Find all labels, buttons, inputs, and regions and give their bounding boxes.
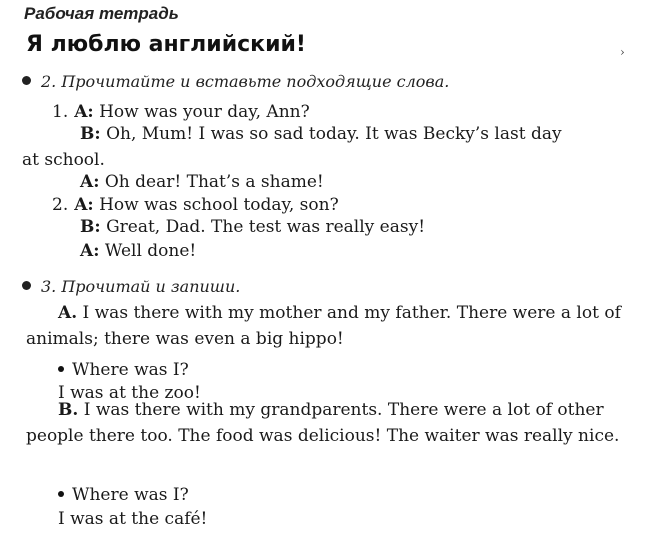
- page-title: Я люблю английский!: [26, 32, 306, 57]
- dialogue-1-line-b-cont: at school.: [22, 150, 105, 170]
- bullet-icon: [22, 281, 31, 290]
- exercise-3-instruction: 3. Прочитай и запиши.: [22, 277, 240, 296]
- part-b-paragraph: B. I was there with my grandparents. There were a lot of other people there too. The food was delicious! The waiter was really nice.: [26, 400, 620, 446]
- dialogue-2-line-a2: A: Well done!: [80, 241, 197, 261]
- part-b-answer: I was at the café!: [58, 509, 208, 529]
- part-a-answer: I was at the zoo!: [58, 383, 201, 403]
- part-a-question: Where was I?: [58, 360, 189, 380]
- dialogue-1-line-b: B: Oh, Mum! I was so sad today. It was Becky’s last day: [80, 124, 562, 144]
- bullet-icon: [22, 76, 31, 85]
- workbook-label: Рабочая тетрадь: [24, 4, 179, 23]
- bullet-icon: [58, 491, 64, 497]
- stray-mark: ›: [620, 45, 625, 59]
- dialogue-1-line-a: 1. A: How was your day, Ann?: [52, 102, 310, 122]
- bullet-icon: [58, 366, 64, 372]
- dialogue-1-line-a2: A: Oh dear! That’s a shame!: [80, 172, 324, 192]
- dialogue-2-line-b: B: Great, Dad. The test was really easy!: [80, 217, 426, 237]
- dialogue-2-line-a: 2. A: How was school today, son?: [52, 195, 339, 215]
- part-b-question: Where was I?: [58, 485, 189, 505]
- exercise-2-instruction: 2. Прочитайте и вставьте подходящие слова.: [22, 72, 449, 91]
- part-a-paragraph: A. I was there with my mother and my father. There were a lot of animals; there was even a big hippo!: [26, 303, 621, 349]
